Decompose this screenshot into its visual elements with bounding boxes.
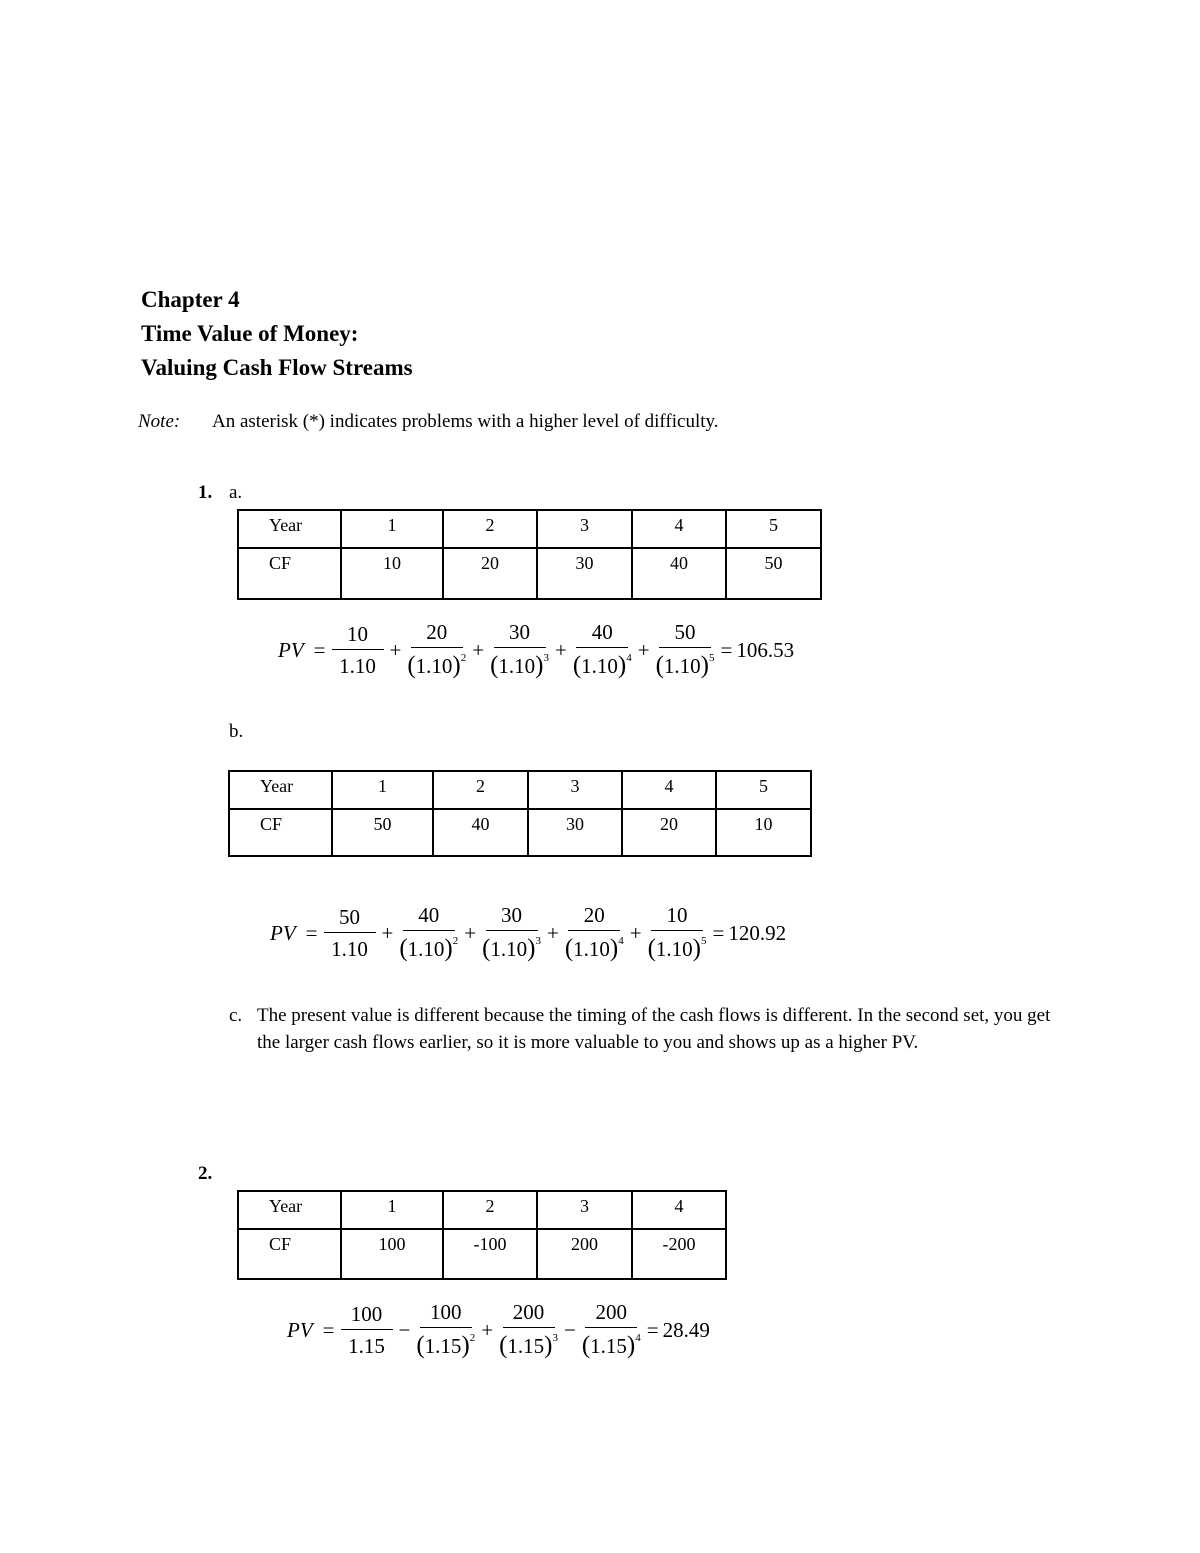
table-cell: 5 — [726, 510, 821, 548]
paren-open: ( — [647, 935, 656, 962]
problem-1-header — [198, 481, 242, 505]
numerator: 30 — [486, 903, 538, 931]
table-cell: 200 — [537, 1229, 632, 1279]
exponent: 4 — [635, 1332, 641, 1344]
paren-open: ( — [490, 652, 499, 679]
table-cell: 2 — [443, 510, 537, 548]
base: 1.10 — [415, 654, 453, 678]
table-cell: -200 — [632, 1229, 726, 1279]
paren-close: ) — [544, 1332, 553, 1359]
formula-1a — [278, 620, 794, 680]
equals-sign: = — [322, 1317, 335, 1342]
row-label: CF — [238, 548, 341, 599]
numerator: 200 — [503, 1300, 555, 1328]
table-cell: 4 — [622, 771, 716, 809]
formula-result: 120.92 — [728, 920, 787, 945]
exponent: 2 — [460, 652, 467, 664]
table-cell: 10 — [716, 809, 811, 856]
table-cell: 5 — [716, 771, 811, 809]
table-cell: 1 — [332, 771, 433, 809]
exponent: 5 — [709, 652, 715, 664]
operator: + — [637, 637, 650, 662]
denominator — [490, 648, 549, 680]
denominator — [416, 1328, 475, 1360]
numerator: 40 — [576, 620, 628, 648]
numerator: 20 — [568, 903, 620, 931]
equals-sign: = — [646, 1317, 659, 1342]
base: 1.10 — [407, 937, 445, 961]
paren-close: ) — [452, 652, 461, 679]
table-row-year — [238, 510, 821, 548]
base: 1.15 — [348, 1333, 385, 1358]
table-row-cf — [238, 1229, 726, 1279]
numerator: 200 — [585, 1300, 637, 1328]
table-cell: 1 — [341, 1191, 443, 1229]
paren-open: ( — [407, 652, 416, 679]
operator: + — [389, 637, 402, 662]
note-label: Note: — [138, 411, 181, 432]
table-cell: 100 — [341, 1229, 443, 1279]
formula-1b — [270, 903, 786, 963]
row-label: Year — [229, 771, 332, 809]
table-cell: 20 — [443, 548, 537, 599]
paren-open: ( — [416, 1332, 425, 1359]
table-cell: 30 — [528, 809, 622, 856]
row-label: CF — [229, 809, 332, 856]
formula-lhs: PV — [278, 637, 304, 662]
exponent: 3 — [543, 652, 549, 664]
base: 1.10 — [573, 937, 610, 961]
fraction — [565, 903, 624, 963]
part-c-label: c. — [229, 1005, 243, 1026]
numerator: 100 — [420, 1300, 472, 1328]
numerator: 50 — [659, 620, 711, 648]
fraction — [648, 903, 707, 963]
exponent: 4 — [626, 652, 632, 664]
table-2 — [237, 1190, 727, 1280]
exponent: 5 — [701, 935, 707, 947]
base: 1.10 — [498, 654, 536, 678]
table-row-year — [229, 771, 811, 809]
operator: + — [555, 637, 567, 662]
table-cell: 2 — [433, 771, 528, 809]
exponent: 3 — [535, 935, 541, 947]
fraction — [482, 903, 541, 963]
chapter-number: Chapter 4 — [141, 287, 240, 312]
numerator: 10 — [332, 622, 384, 650]
fraction — [332, 622, 384, 679]
paren-close: ) — [617, 652, 627, 679]
table-cell: 3 — [528, 771, 622, 809]
denominator — [565, 931, 624, 963]
note-text: An asterisk (*) indicates problems with a higher level of difficulty. — [212, 411, 719, 432]
table-1a — [237, 509, 822, 600]
numerator: 50 — [324, 905, 376, 933]
formula-2 — [287, 1300, 710, 1360]
base: 1.10 — [655, 937, 693, 961]
table-cell: 3 — [537, 510, 632, 548]
paren-close: ) — [444, 935, 453, 962]
operator: + — [381, 920, 394, 945]
row-label: CF — [238, 1229, 341, 1279]
paren-close: ) — [535, 652, 544, 679]
operator: + — [481, 1317, 494, 1342]
equals-sign: = — [720, 637, 733, 662]
numerator: 100 — [341, 1302, 393, 1330]
paren-close: ) — [692, 935, 701, 962]
problem-2-number: 2. — [198, 1163, 213, 1184]
exponent: 3 — [552, 1332, 558, 1344]
base: 1.10 — [663, 654, 701, 678]
table-cell: 40 — [632, 548, 726, 599]
operator: + — [629, 920, 642, 945]
paren-close: ) — [700, 652, 709, 679]
denominator — [648, 931, 707, 963]
operator: + — [472, 637, 485, 662]
operator: − — [398, 1317, 411, 1342]
formula-result: 106.53 — [736, 637, 795, 662]
base: 1.10 — [331, 936, 368, 961]
denominator — [407, 648, 466, 680]
paren-open: ( — [655, 652, 664, 679]
paren-close: ) — [626, 1332, 636, 1359]
denominator — [348, 1330, 385, 1359]
equals-sign: = — [313, 637, 326, 662]
base: 1.15 — [424, 1334, 462, 1358]
paren-open: ( — [499, 1332, 508, 1359]
operator: + — [464, 920, 477, 945]
denominator — [656, 648, 715, 680]
table-cell: 3 — [537, 1191, 632, 1229]
numerator: 10 — [651, 903, 703, 931]
exponent: 2 — [469, 1332, 476, 1344]
numerator: 40 — [403, 903, 455, 931]
exponent: 4 — [618, 935, 624, 947]
base: 1.10 — [581, 654, 618, 678]
row-label: Year — [238, 1191, 341, 1229]
table-cell: 50 — [726, 548, 821, 599]
exponent: 2 — [452, 935, 459, 947]
denominator — [499, 1328, 558, 1360]
paren-close: ) — [461, 1332, 470, 1359]
fraction — [341, 1302, 393, 1359]
denominator — [573, 648, 632, 680]
paren-open: ( — [581, 1332, 591, 1359]
paren-close: ) — [527, 935, 536, 962]
paren-close: ) — [609, 935, 619, 962]
row-label: Year — [238, 510, 341, 548]
table-cell: 40 — [433, 809, 528, 856]
table-cell: 10 — [341, 548, 443, 599]
fraction — [407, 620, 466, 680]
denominator — [482, 931, 541, 963]
table-cell: 2 — [443, 1191, 537, 1229]
operator: + — [547, 920, 559, 945]
equals-sign: = — [712, 920, 725, 945]
numerator: 30 — [494, 620, 546, 648]
operator: − — [564, 1317, 576, 1342]
formula-result: 28.49 — [662, 1317, 710, 1342]
note — [138, 410, 719, 434]
table-row-year — [238, 1191, 726, 1229]
base: 1.10 — [490, 937, 528, 961]
part-c-text: The present value is different because the timing of the cash flows is different. In the second set, you get the larger cash flows earlier, so it is more valuable to you and shows up as a higher PV. — [257, 1005, 1051, 1053]
table-cell: 4 — [632, 1191, 726, 1229]
table-cell: 20 — [622, 809, 716, 856]
chapter-title: Time Value of Money: — [141, 321, 359, 346]
table-cell: 4 — [632, 510, 726, 548]
fraction — [656, 620, 715, 680]
table-row-cf — [229, 809, 811, 856]
equals-sign: = — [305, 920, 318, 945]
table-1b — [228, 770, 812, 857]
table-cell: -100 — [443, 1229, 537, 1279]
numerator: 20 — [411, 620, 463, 648]
paren-open: ( — [482, 935, 491, 962]
fraction — [573, 620, 632, 680]
fraction — [324, 905, 376, 962]
base: 1.15 — [507, 1334, 545, 1358]
denominator — [339, 650, 376, 679]
fraction — [399, 903, 458, 963]
base: 1.10 — [339, 653, 376, 678]
denominator — [399, 931, 458, 963]
table-row-cf — [238, 548, 821, 599]
formula-lhs: PV — [270, 920, 296, 945]
table-cell: 1 — [341, 510, 443, 548]
paren-open: ( — [572, 652, 582, 679]
fraction — [582, 1300, 641, 1360]
denominator — [331, 933, 368, 962]
paren-open: ( — [399, 935, 408, 962]
fraction — [416, 1300, 475, 1360]
denominator — [582, 1328, 641, 1360]
base: 1.15 — [590, 1334, 627, 1358]
fraction — [499, 1300, 558, 1360]
formula-lhs: PV — [287, 1317, 313, 1342]
paren-open: ( — [564, 935, 574, 962]
table-cell: 30 — [537, 548, 632, 599]
part-a-label: a. — [229, 482, 243, 503]
fraction — [490, 620, 549, 680]
chapter-subtitle: Valuing Cash Flow Streams — [141, 355, 413, 380]
problem-1-number: 1. — [198, 482, 213, 503]
part-b-label: b. — [229, 721, 244, 742]
table-cell: 50 — [332, 809, 433, 856]
